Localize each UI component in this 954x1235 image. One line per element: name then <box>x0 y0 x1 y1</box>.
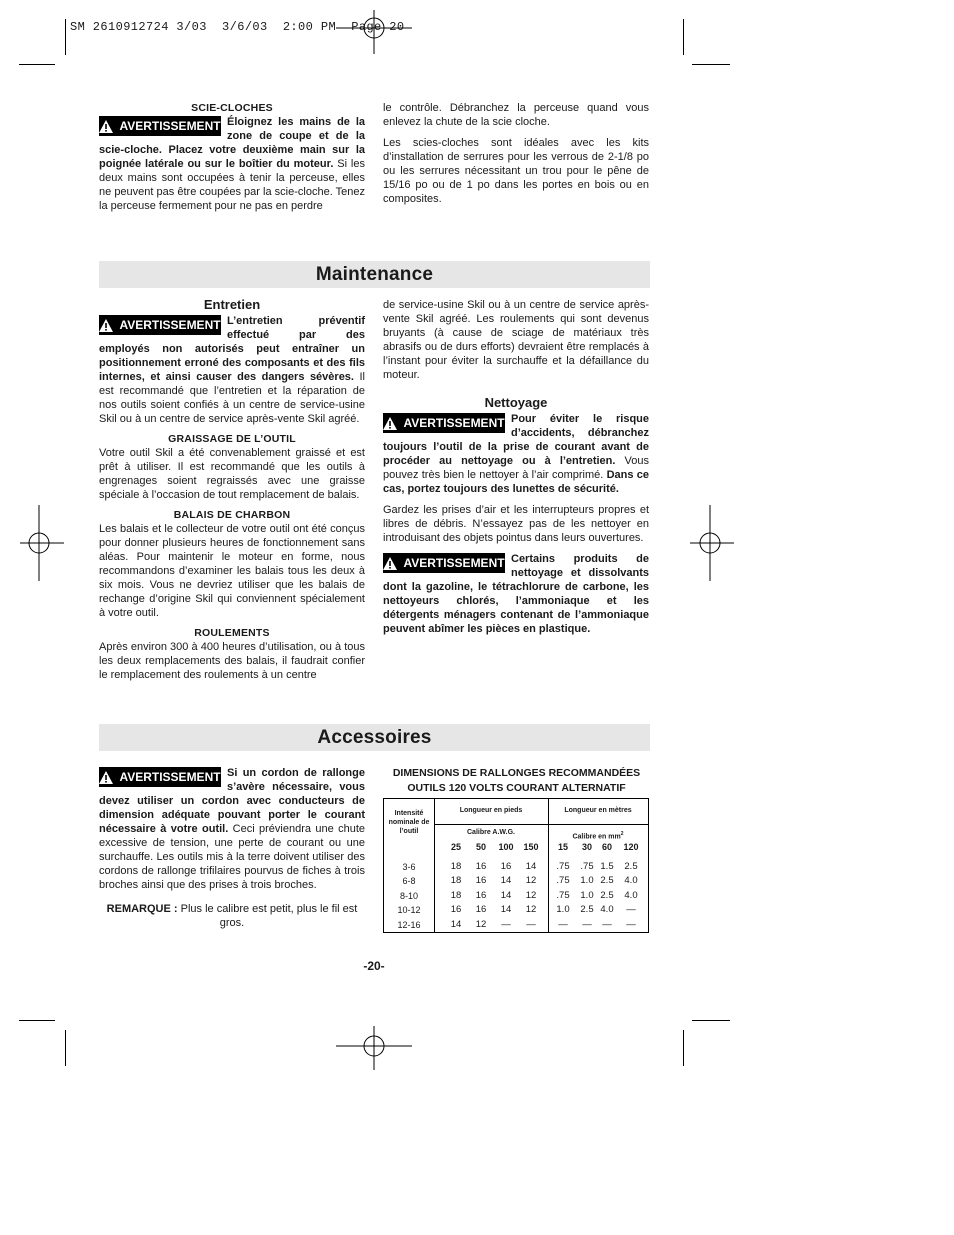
entretien-warning-bold: L’entretien préventif effectué par des employés non autorisés peut entraîner un positionnement erroné des composants et des fils internes, et ainsi causer des dangers sévères. <box>99 315 365 383</box>
warning-triangle-icon <box>99 771 113 784</box>
mm-cell: 1.0 <box>580 889 594 901</box>
table-row <box>384 889 648 903</box>
amp-rating-cell: 10-12 <box>397 905 421 916</box>
mm-cell: 1.5 <box>600 861 614 872</box>
warning-badge <box>99 767 221 787</box>
feet-length-header: 100 <box>498 842 514 852</box>
warning-badge <box>383 553 505 573</box>
hole-saws-paragraph-1: le contrôle. Débranchez la perceuse quand vous enlevez la chute de la scie cloche. <box>383 102 649 128</box>
mm-cell: 4.0 <box>624 889 638 901</box>
awg-cell: 16 <box>475 889 487 901</box>
awg-cell: 14 <box>525 861 537 872</box>
feet-length-header: 25 <box>450 842 461 852</box>
amp-rating-cell: 3-6 <box>402 862 416 872</box>
hole-saws-warning-bold: Éloignez les mains de la zone de coupe et de la scie-cloche. Placez votre deuxième main sur la poignée latérale ou sur le boîtier du moteur. <box>99 116 365 170</box>
hole-saws-left-column <box>99 101 365 213</box>
rating-header: Intensité nominale de l’outil <box>388 810 430 835</box>
awg-cell: 12 <box>475 918 487 930</box>
hole-saws-warning-text: Si les deux mains sont occupées à tenir la perceuse, elles ne peuvent pas être coupées par la scie-cloche. Tenez la perceuse fermement pour ne pas en perdre <box>99 158 365 212</box>
printer-slug: SM 2610912724 3/03 3/6/03 2:00 PM Page 20 <box>70 20 405 34</box>
registration-mark-top <box>336 10 412 54</box>
extension-cord-table <box>383 798 649 933</box>
awg-cell: 18 <box>450 861 462 872</box>
table-row <box>384 874 648 888</box>
meter-length-header: 30 <box>581 842 592 852</box>
awg-cell: 14 <box>500 904 512 916</box>
amp-rating-cell: 6-8 <box>402 876 416 887</box>
table-row <box>384 903 648 917</box>
registration-mark-bottom <box>336 1026 412 1070</box>
hole-saws-paragraph-2: Les scies-cloches sont idéales avec les kits d’installation de serrures pour les verrous de 2-1/8 po ou les serrures nécessitant un trou pour le pêne de 15/16 po ou de 1 po dans les portes en bois ou en composites. <box>383 137 649 205</box>
warning-triangle-icon <box>383 557 397 570</box>
feet-length-header: 50 <box>475 842 486 852</box>
awg-cell: 14 <box>500 889 512 901</box>
hole-saws-heading: SCIE-CLOCHES <box>191 102 273 114</box>
table-row <box>384 918 648 932</box>
awg-cell: 14 <box>450 918 462 930</box>
mm-cell: 4.0 <box>600 904 614 916</box>
awg-cell: 16 <box>475 861 487 872</box>
feet-length-header: 150 <box>523 842 539 852</box>
mm-cell: 1.0 <box>580 875 594 887</box>
balais-text: Les balais et le collecteur de votre outil ont été conçus pour donner plusieurs heures de fonctionnement sans aléas. Pour maintenir le moteur en forme, nous recommandons d’examiner les balais tous les deux à six mois. Vous ne devriez utiliser que les balais de rechange d’origine Skil qui conviennent spécialement à votre outil. <box>99 523 365 619</box>
mm-cell: — <box>582 918 592 930</box>
meter-length-header: 15 <box>557 842 568 852</box>
mm-cell: — <box>558 918 568 930</box>
roulements-heading: ROULEMENTS <box>194 627 270 639</box>
registration-mark-right <box>690 505 734 581</box>
solvent-warning-bold: Certains produits de nettoyage et dissolvants dont la gazoline, le tétrachlorure de carbone, les nettoyeurs chlorés, l’ammoniaque et les détergents ménagers contenant de l’ammoniaque peuvent abîmer les pièces en plastique. <box>383 553 649 635</box>
table-title <box>383 766 650 796</box>
warning-label: AVERTISSEMENT <box>403 556 505 570</box>
graissage-text: Votre outil Skil a été convenablement graissé et est prêt à utiliser. Il est recommandé que les outils à engrenages soient regraissés avec une graisse spéciale à l’occasion de tout remplacement de balais. <box>99 447 365 501</box>
mm-cell: .75 <box>556 861 570 872</box>
amp-rating-cell: 8-10 <box>399 890 418 901</box>
awg-cell: 16 <box>475 875 487 887</box>
nettoyage-warning-bold-2: Dans ce cas, portez toujours des lunettes de sécurité. <box>383 469 649 495</box>
mm-cell: — <box>602 918 612 930</box>
awg-cell: 14 <box>500 875 512 887</box>
warning-label: AVERTISSEMENT <box>119 770 221 784</box>
remarque <box>99 902 365 930</box>
meters-header: Longueur en mètres <box>564 807 632 814</box>
mm-cell: 2.5 <box>600 875 614 887</box>
warning-label: AVERTISSEMENT <box>403 416 505 430</box>
meter-length-header: 120 <box>623 842 639 852</box>
warning-triangle-icon <box>383 417 397 430</box>
mm-cell: 2.5 <box>624 861 638 872</box>
accessoires-warning-bold: Si un cordon de rallonge s’avère nécessaire, vous devez utiliser un cordon avec conducteurs de dimension adéquate pouvant porter le courant nécessaire à votre outil. <box>99 767 365 835</box>
mm-cell: .75 <box>556 889 570 901</box>
mm-header-superscript: 2 <box>620 831 624 837</box>
awg-cell: — <box>526 918 536 930</box>
awg-cell: 12 <box>525 889 537 901</box>
awg-cell: 12 <box>525 875 537 887</box>
warning-triangle-icon <box>99 319 113 332</box>
registration-mark-left <box>20 505 64 581</box>
accessoires-left-column <box>99 766 365 930</box>
maintenance-banner: Maintenance <box>99 261 650 288</box>
awg-cell: 16 <box>450 904 462 916</box>
maintenance-right-column <box>383 298 649 636</box>
mm-cell: — <box>626 904 636 916</box>
warning-triangle-icon <box>99 120 113 133</box>
awg-cell: 16 <box>475 904 487 916</box>
mm-cell: — <box>626 918 636 930</box>
table-row <box>384 860 648 874</box>
table-title-line-2: OUTILS 120 VOLTS COURANT ALTERNATIF <box>407 782 626 794</box>
awg-cell: 18 <box>450 889 462 901</box>
warning-badge <box>99 315 221 335</box>
warning-label: AVERTISSEMENT <box>119 119 221 133</box>
nettoyage-heading: Nettoyage <box>484 395 548 410</box>
awg-cell: 12 <box>525 904 537 916</box>
feet-header: Longueur en pieds <box>459 807 523 814</box>
remarque-text: Plus le calibre est petit, plus le fil est gros. <box>177 903 358 929</box>
mm-cell: .75 <box>580 861 594 872</box>
warning-badge <box>99 116 221 136</box>
warning-label: AVERTISSEMENT <box>119 318 221 332</box>
entretien-warning-text: Il est recommandé que l’entretien et la réparation de nos outils soient confiés à un centre de service-usine Skil ou à un centre de service après-vente Skil agréé. <box>99 371 365 425</box>
length-row <box>384 840 648 854</box>
nettoyage-warning-bold: Pour éviter le risque d’accidents, débranchez toujours l’outil de la prise de courant avant de procéder au nettoyage ou à l’entretien. <box>383 413 649 467</box>
meter-length-header: 60 <box>601 842 612 852</box>
nettoyage-warning-text: Vous pouvez très bien le nettoyer à l’air comprimé. <box>383 455 649 481</box>
warning-badge <box>383 413 505 433</box>
mm-cell: 1.0 <box>556 904 570 916</box>
awg-header: Calibre A.W.G. <box>467 829 515 836</box>
balais-heading: BALAIS DE CHARBON <box>173 509 291 521</box>
graissage-heading: GRAISSAGE DE L’OUTIL <box>168 433 296 445</box>
mm-header-label: Calibre en mm <box>572 833 621 841</box>
page-number: -20- <box>363 959 385 973</box>
nettoyage-text: Gardez les prises d’air et les interrupteurs propres et libres de débris. N’essayez pas de les nettoyer en introduisant des objets pointus dans leurs ouvertures. <box>383 504 649 544</box>
roulements-continued: de service-usine Skil ou à un centre de service après-vente Skil agréé. Les roulements qui sont devenus bruyants (à cause de sciage de matériaux très abrasifs ou de durs efforts) devraient être remplacés à l’instant pour éviter la surchauffe et la défaillance du moteur. <box>383 299 649 381</box>
awg-cell: — <box>501 918 511 930</box>
mm-cell: 2.5 <box>600 889 614 901</box>
hole-saws-right-column <box>383 101 649 206</box>
mm-cell: 2.5 <box>580 904 594 916</box>
accessoires-banner: Accessoires <box>99 724 650 751</box>
accessoires-warning-text: Ceci préviendra une chute excessive de tension, une perte de courant ou une surchauffe. Les outils mis à la terre doivent utiliser des cordons de rallonge trifilaires pourvus de fiches à trois broches ainsi que des prises à trois broches. <box>99 823 365 891</box>
amp-rating-cell: 12-16 <box>397 919 421 930</box>
entretien-heading: Entretien <box>203 297 261 312</box>
remarque-label: REMARQUE : <box>106 903 178 915</box>
awg-cell: 18 <box>450 875 462 887</box>
table-title-line-1: DIMENSIONS DE RALLONGES RECOMMANDÉES <box>392 767 641 779</box>
maintenance-left-column <box>99 298 365 682</box>
roulements-text: Après environ 300 à 400 heures d’utilisation, ou à tous les deux remplacements des balais, il faudrait confier le remplacement des roulements à un centre <box>99 641 365 681</box>
awg-cell: 16 <box>500 861 512 872</box>
mm-cell: .75 <box>556 875 570 887</box>
mm-cell: 4.0 <box>624 875 638 887</box>
